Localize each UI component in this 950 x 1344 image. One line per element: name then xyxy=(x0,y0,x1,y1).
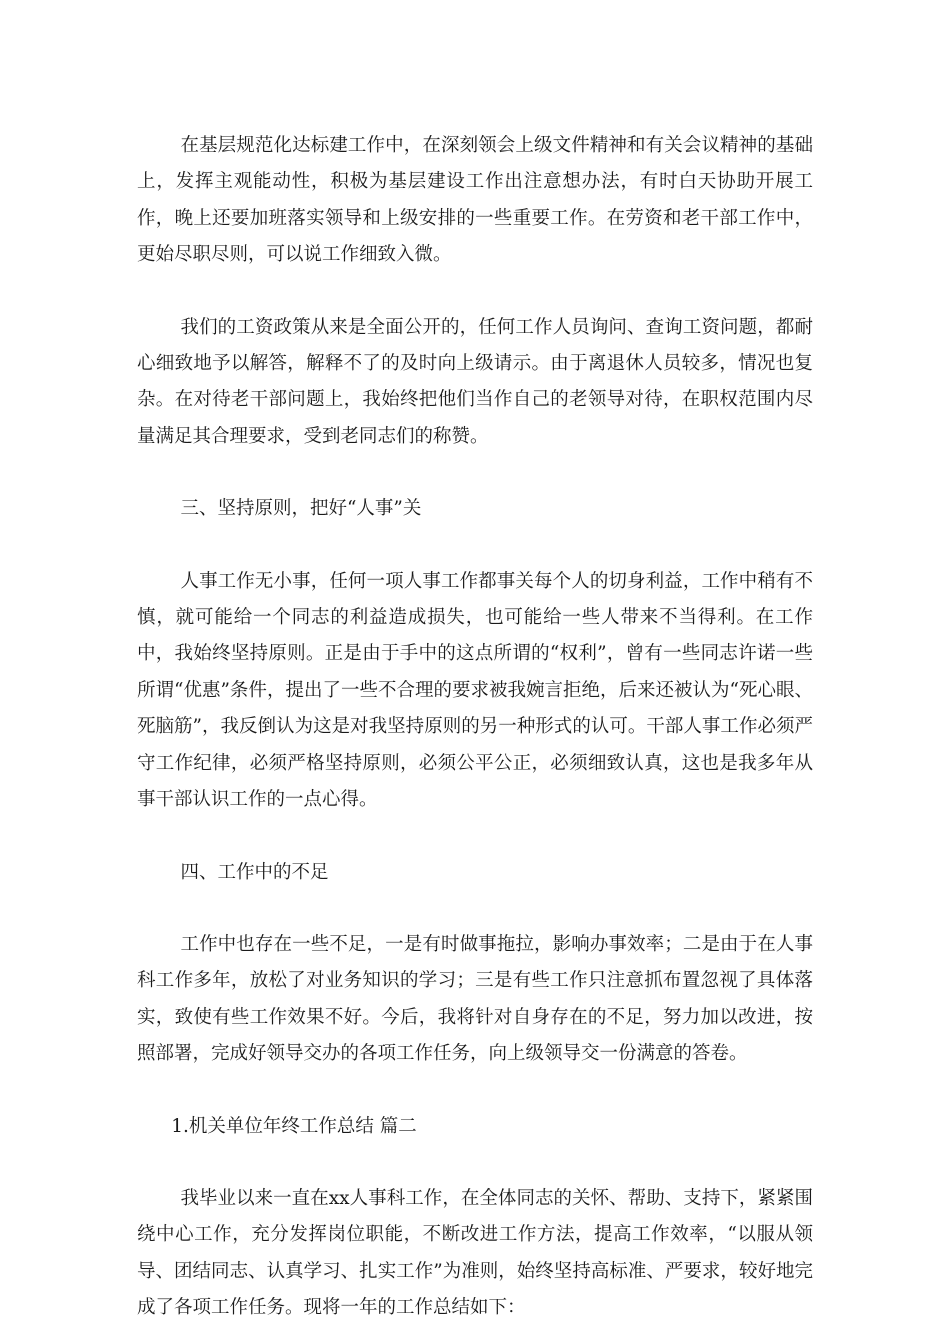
section-heading-shortcomings: 四、工作中的不足 xyxy=(180,861,329,883)
paragraph-spacer xyxy=(137,1073,813,1109)
article-heading-part-two: 1.机关单位年终工作总结 篇二 xyxy=(171,1115,417,1137)
paragraph-shortcomings: 工作中也存在一些不足，一是有时做事拖拉，影响办事效率；二是由于在人事科工作多年，放松了对业务知识的学习；三是有些工作只注意抓布置忽视了具体落实，致使有些工作效果不好。今后，我将针对自身存在的不足，努力加以改进，按照部署，完成好领导交办的各项工作任务，向上级领导交一份满意的答卷。 xyxy=(137,933,813,1065)
paragraph-spacer xyxy=(137,891,813,927)
paragraph-intro-part-two: 我毕业以来一直在xx人事科工作，在全体同志的关怀、帮助、支持下，紧紧围绕中心工作，充分发挥岗位职能，不断改进工作方法，提高工作效率，“以服从领导、团结同志、认真学习、扎实工作”为准则，始终坚持高标准、严要求，较好地完成了各项工作任务。现将一年的工作总结如下： xyxy=(137,1187,813,1319)
paragraph-salary-policy: 我们的工资政策从来是全面公开的，任何工作人员询问、查询工资问题，都耐心细致地予以解答，解释不了的及时向上级请示。由于离退休人员较多，情况也复杂。在对待老干部问题上，我始终把他们当作自己的老领导对待，在职权范围内尽量满足其合理要求，受到老同志们的称赞。 xyxy=(137,316,813,447)
paragraph-spacer xyxy=(137,455,813,491)
paragraph-personnel-work: 人事工作无小事，任何一项人事工作都事关每个人的切身利益，工作中稍有不慎，就可能给一个同志的利益造成损失，也可能给一些人带来不当得利。在工作中，我始终坚持原则。正是由于手中的这点所谓的“权利”，曾有一些同志许诺一些所谓“优惠”条件，提出了一些不合理的要求被我婉言拒绝，后来还被认为“死心眼、死脑筋”，我反倒认为这是对我坚持原则的另一种形式的认可。干部人事工作必须严守工作纪律，必须严格坚持原则，必须公平公正，必须细致认真，这也是我多年从事干部认识工作的一点心得。 xyxy=(137,570,813,811)
paragraph-basic-construction: 在基层规范化达标建工作中，在深刻领会上级文件精神和有关会议精神的基础上，发挥主观能动性，积极为基层建设工作出注意想办法，有时白天协助开展工作，晚上还要加班落实领导和上级安排的一些重要工作。在劳资和老干部工作中，更始尽职尽则，可以说工作细致入微。 xyxy=(137,135,813,266)
section-heading-principles: 三、坚持原则，把好“人事”关 xyxy=(180,498,422,520)
paragraph-spacer xyxy=(137,1145,813,1181)
paragraph-spacer xyxy=(137,819,813,855)
document-page xyxy=(137,128,813,1327)
paragraph-spacer xyxy=(137,528,813,564)
paragraph-spacer xyxy=(137,274,813,310)
